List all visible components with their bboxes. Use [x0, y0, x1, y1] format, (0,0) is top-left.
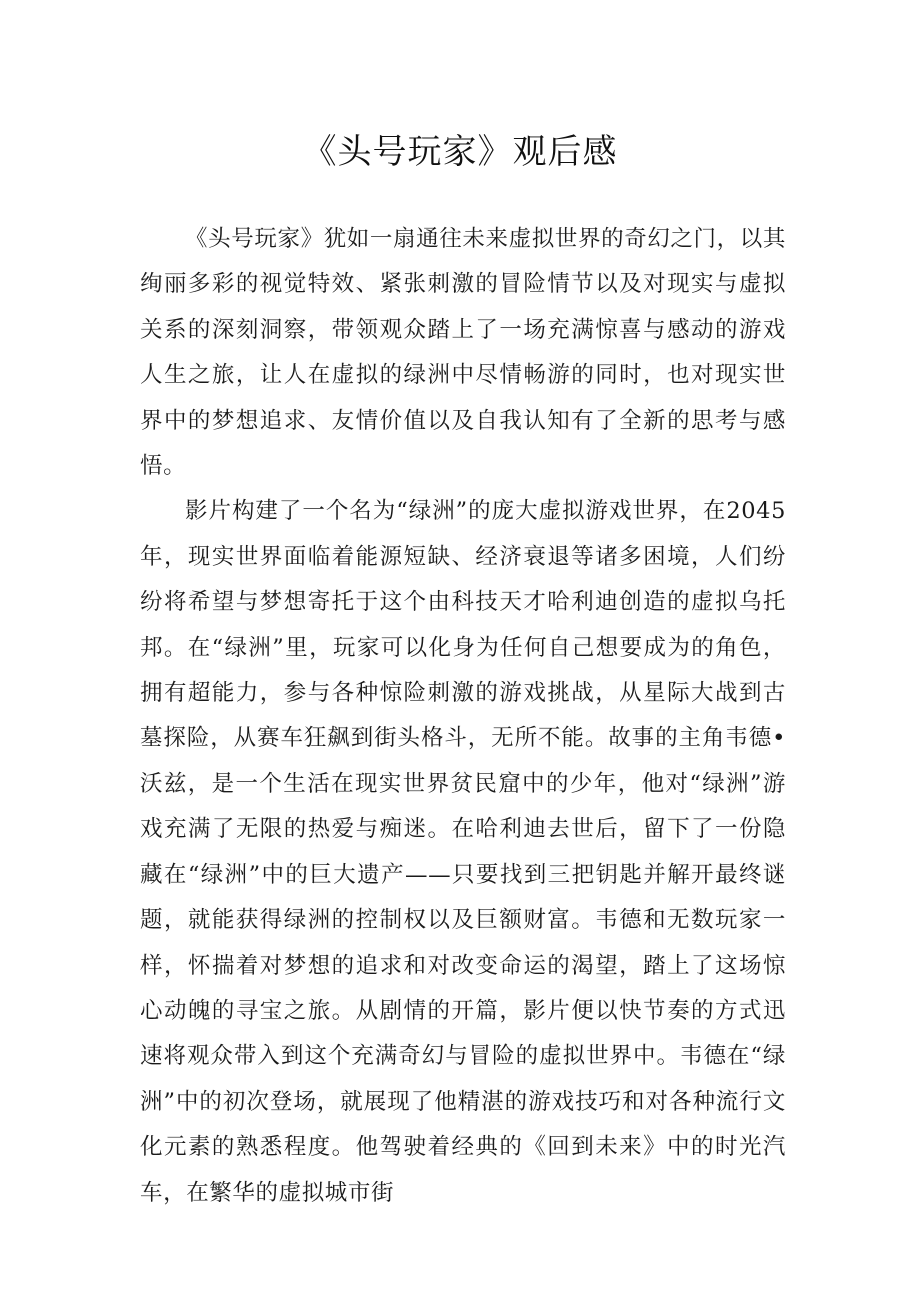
paragraph-1: 《头号玩家》犹如一扇通往未来虚拟世界的奇幻之门，以其绚丽多彩的视觉特效、紧张刺激的冒险情节以及对现实与虚拟关系的深刻洞察，带领观众踏上了一场充满惊喜与感动的游戏人生之旅，让人在虚拟的绿洲中尽情畅游的同时，也对现实世界中的梦想追求、友情价值以及自我认知有了全新的思考与感悟。: [140, 226, 786, 480]
document-title: 《头号玩家》观后感: [302, 132, 618, 172]
paragraph-2: 影片构建了一个名为“绿洲”的庞大虚拟游戏世界，在2045年，现实世界面临着能源短缺、经济衰退等诸多困境，人们纷纷将希望与梦想寄托于这个由科技天才哈利迪创造的虚拟乌托邦。在“绿洲”里，玩家可以化身为任何自己想要成为的角色，拥有超能力，参与各种惊险刺激的游戏挑战，从星际大战到古墓探险，从赛车狂飙到街头格斗，无所不能。故事的主角韦德•沃兹，是一个生活在现实世界贫民窟中的少年，他对“绿洲”游戏充满了无限的热爱与痴迷。在哈利迪去世后，留下了一份隐藏在“绿洲”中的巨大遗产——只要找到三把钥匙并解开最终谜题，就能获得绿洲的控制权以及巨额财富。韦德和无数玩家一样，怀揣着对梦想的追求和对改变命运的渴望，踏上了这场惊心动魄的寻宝之旅。从剧情的开篇，影片便以快节奏的方式迅速将观众带入到这个充满奇幻与冒险的虚拟世界中。韦德在“绿洲”中的初次登场，就展现了他精湛的游戏技巧和对各种流行文化元素的熟悉程度。他驾驶着经典的《回到未来》中的时光汽车，在繁华的虚拟城市街: [140, 498, 786, 1206]
document-body: [140, 217, 786, 1216]
